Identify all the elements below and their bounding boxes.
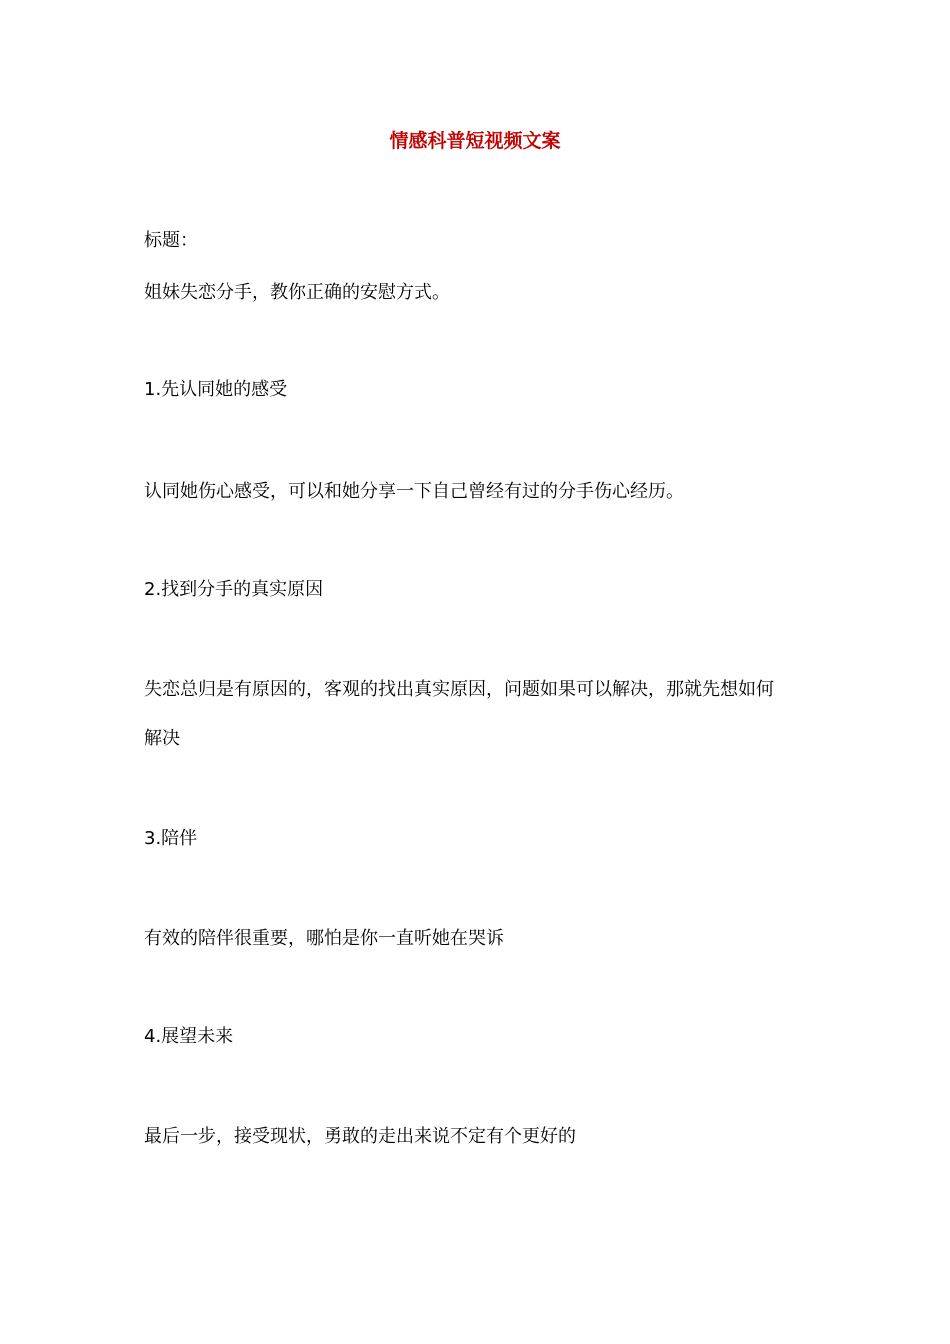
section-body-2-line-2: 解决 [144, 728, 180, 749]
document-title: 情感科普短视频文案 [389, 130, 561, 152]
section-heading-4: 4.展望未来 [144, 1026, 234, 1047]
headline-text: 姐妹失恋分手，教你正确的安慰方式。 [144, 282, 450, 303]
label-heading: 标题： [144, 230, 198, 251]
section-heading-1: 1.先认同她的感受 [144, 379, 288, 400]
section-heading-2: 2.找到分手的真实原因 [144, 579, 324, 600]
section-body-2-line-1: 失恋总归是有原因的，客观的找出真实原因，问题如果可以解决，那就先想如何 [144, 679, 774, 700]
section-body-3: 有效的陪伴很重要，哪怕是你一直听她在哭诉 [144, 928, 504, 949]
section-body-4: 最后一步，接受现状，勇敢的走出来说不定有个更好的 [144, 1126, 576, 1147]
section-heading-3: 3.陪伴 [144, 828, 198, 849]
section-body-1: 认同她伤心感受，可以和她分享一下自己曾经有过的分手伤心经历。 [144, 481, 684, 502]
